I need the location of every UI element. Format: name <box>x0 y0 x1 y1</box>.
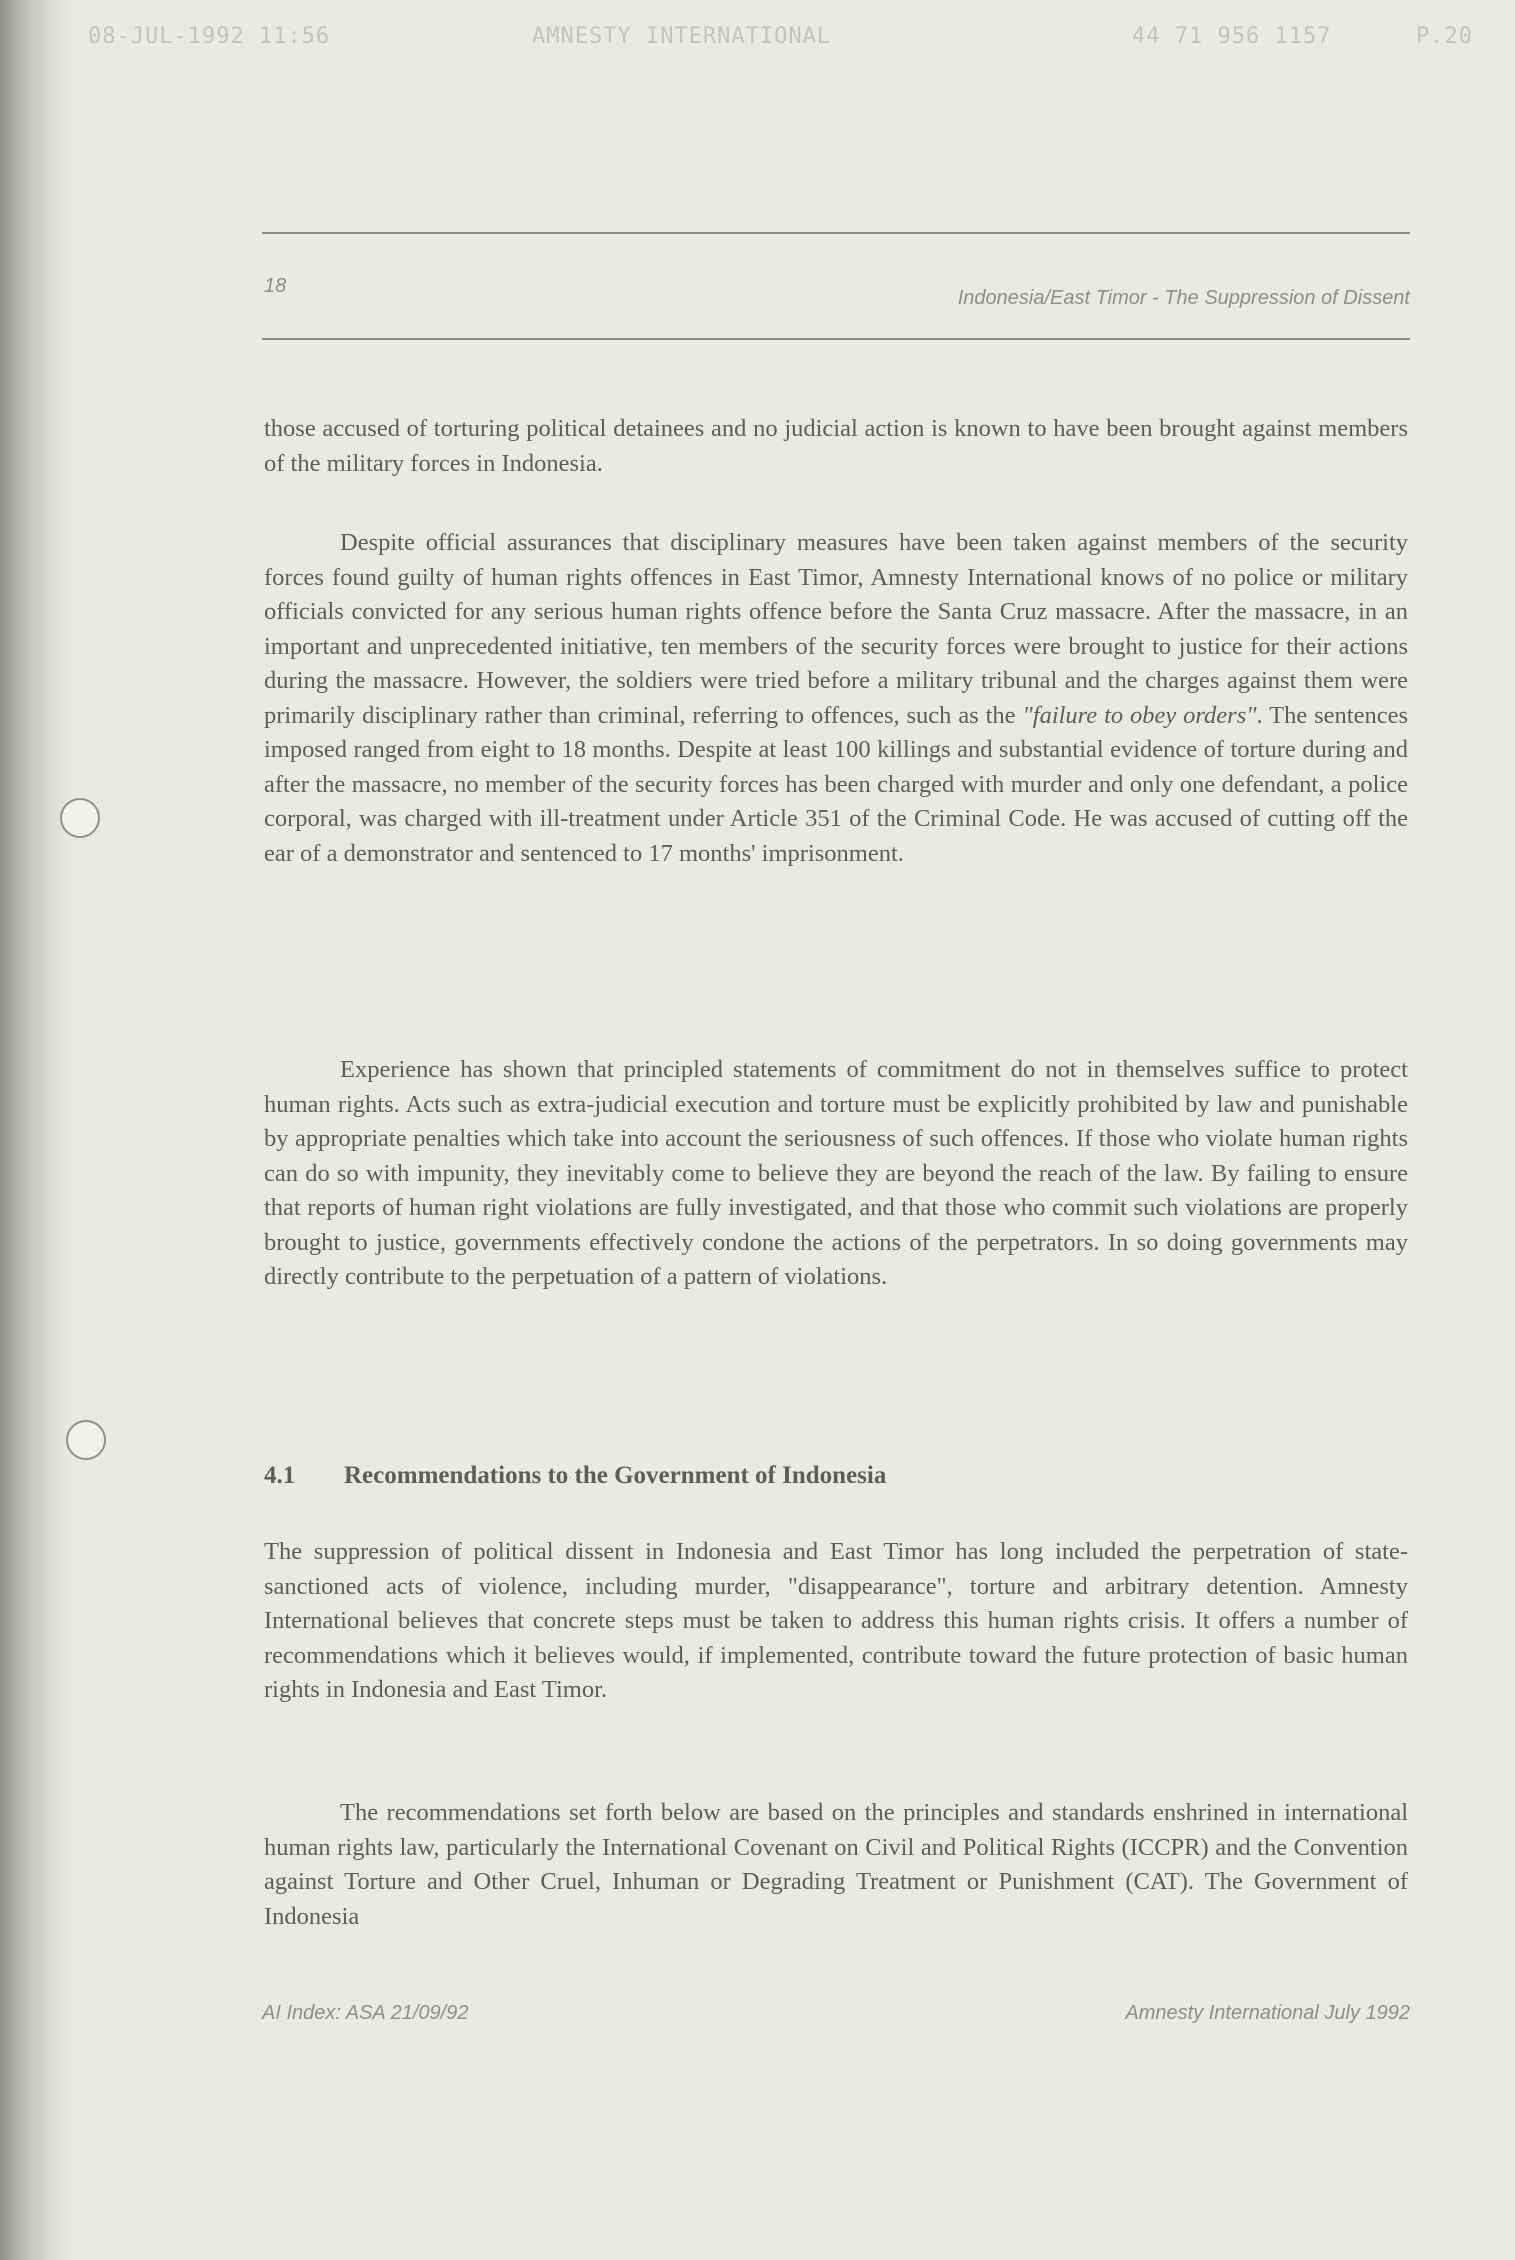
scan-edge-shadow <box>0 0 70 2260</box>
footer-index: AI Index: ASA 21/09/92 <box>262 2002 469 2024</box>
punch-hole-icon <box>60 798 100 838</box>
paragraph-2 <box>264 526 1408 871</box>
fax-sender: AMNESTY INTERNATIONAL <box>532 24 832 49</box>
fax-date-time: 08-JUL-1992 11:56 <box>88 24 331 49</box>
header-rule-top <box>262 232 1410 234</box>
fax-phone-number: 44 71 956 1157 <box>1132 24 1332 49</box>
paragraph-2-quote: "failure to obey orders" <box>1022 701 1257 729</box>
fax-page-number: P.20 <box>1416 24 1473 49</box>
paragraph-3: Experience has shown that principled statements of commitment do not in themselves suffice to protect human rights. Acts such as extra-judicial execution and torture must be explicitly prohibited by law and punishable by appropriate penalties which take into account the seriousness of such offences. If those who violate human rights can do so with impunity, they inevitably come to believe they are beyond the reach of the law. By failing to ensure that reports of human right violations are fully investigated, and that those who commit such violations are properly brought to justice, governments effectively condone the actions of the perpetrators. In so doing governments may directly contribute to the perpetuation of a pattern of violations. <box>264 1056 1408 1290</box>
header-rule-bottom <box>262 338 1410 340</box>
section-title: Recommendations to the Government of Indonesia <box>344 1462 887 1489</box>
section-number: 4.1 <box>264 1462 296 1489</box>
fax-transmission-header <box>0 14 1515 54</box>
paragraph-4: The suppression of political dissent in Indonesia and East Timor has long included the perpetration of state-sanctioned acts of violence, including murder, "disappearance", torture and arbitrary detention. Amnesty International believes that concrete steps must be taken to address this human rights crisis. It offers a number of recommendations which it believes would, if implemented, contribute toward the future protection of basic human rights in Indonesia and East Timor. <box>264 1538 1408 1703</box>
section-heading <box>264 1462 886 1490</box>
page-number: 18 <box>264 275 287 297</box>
paragraph-5: The recommendations set forth below are based on the principles and standards enshrined in international human rights law, particularly the International Covenant on Civil and Political Rights (ICCPR) and the Convention against Torture and Other Cruel, Inhuman or Degrading Treatment or Punishment (CAT). The Government of Indonesia <box>264 1799 1408 1930</box>
running-head-title: Indonesia/East Timor - The Suppression of Dissent <box>957 287 1410 309</box>
punch-hole-icon <box>66 1420 106 1460</box>
paragraph-2-text-a: Despite official assurances that disciplinary measures have been taken against members of the security forces found guilty of human rights offences in East Timor, Amnesty International knows of no police or military officials convicted for any serious human rights offence before the Santa Cruz massacre. After the massacre, in an important and unprecedented initiative, ten members of the security forces were brought to justice for their actions during the massacre. However, the soldiers were tried before a military tribunal and the charges against them were primarily disciplinary rather than criminal, referring to offences, such as the <box>264 529 1408 729</box>
paragraph-1: those accused of torturing political detainees and no judicial action is known to have been brought against members of the military forces in Indonesia. <box>264 415 1408 477</box>
paragraph-2-text-b: . The sentences imposed ranged from eight to 18 months. Despite at least 100 killings and substantial evidence of torture during and after the massacre, no member of the security forces has been charged with murder and only one defendant, a police corporal, was charged with ill-treatment under Article 351 of the Criminal Code. He was accused of cutting off the ear of a demonstrator and sentenced to 17 months' imprisonment. <box>264 701 1408 867</box>
footer-publisher-date: Amnesty International July 1992 <box>1125 2002 1410 2024</box>
